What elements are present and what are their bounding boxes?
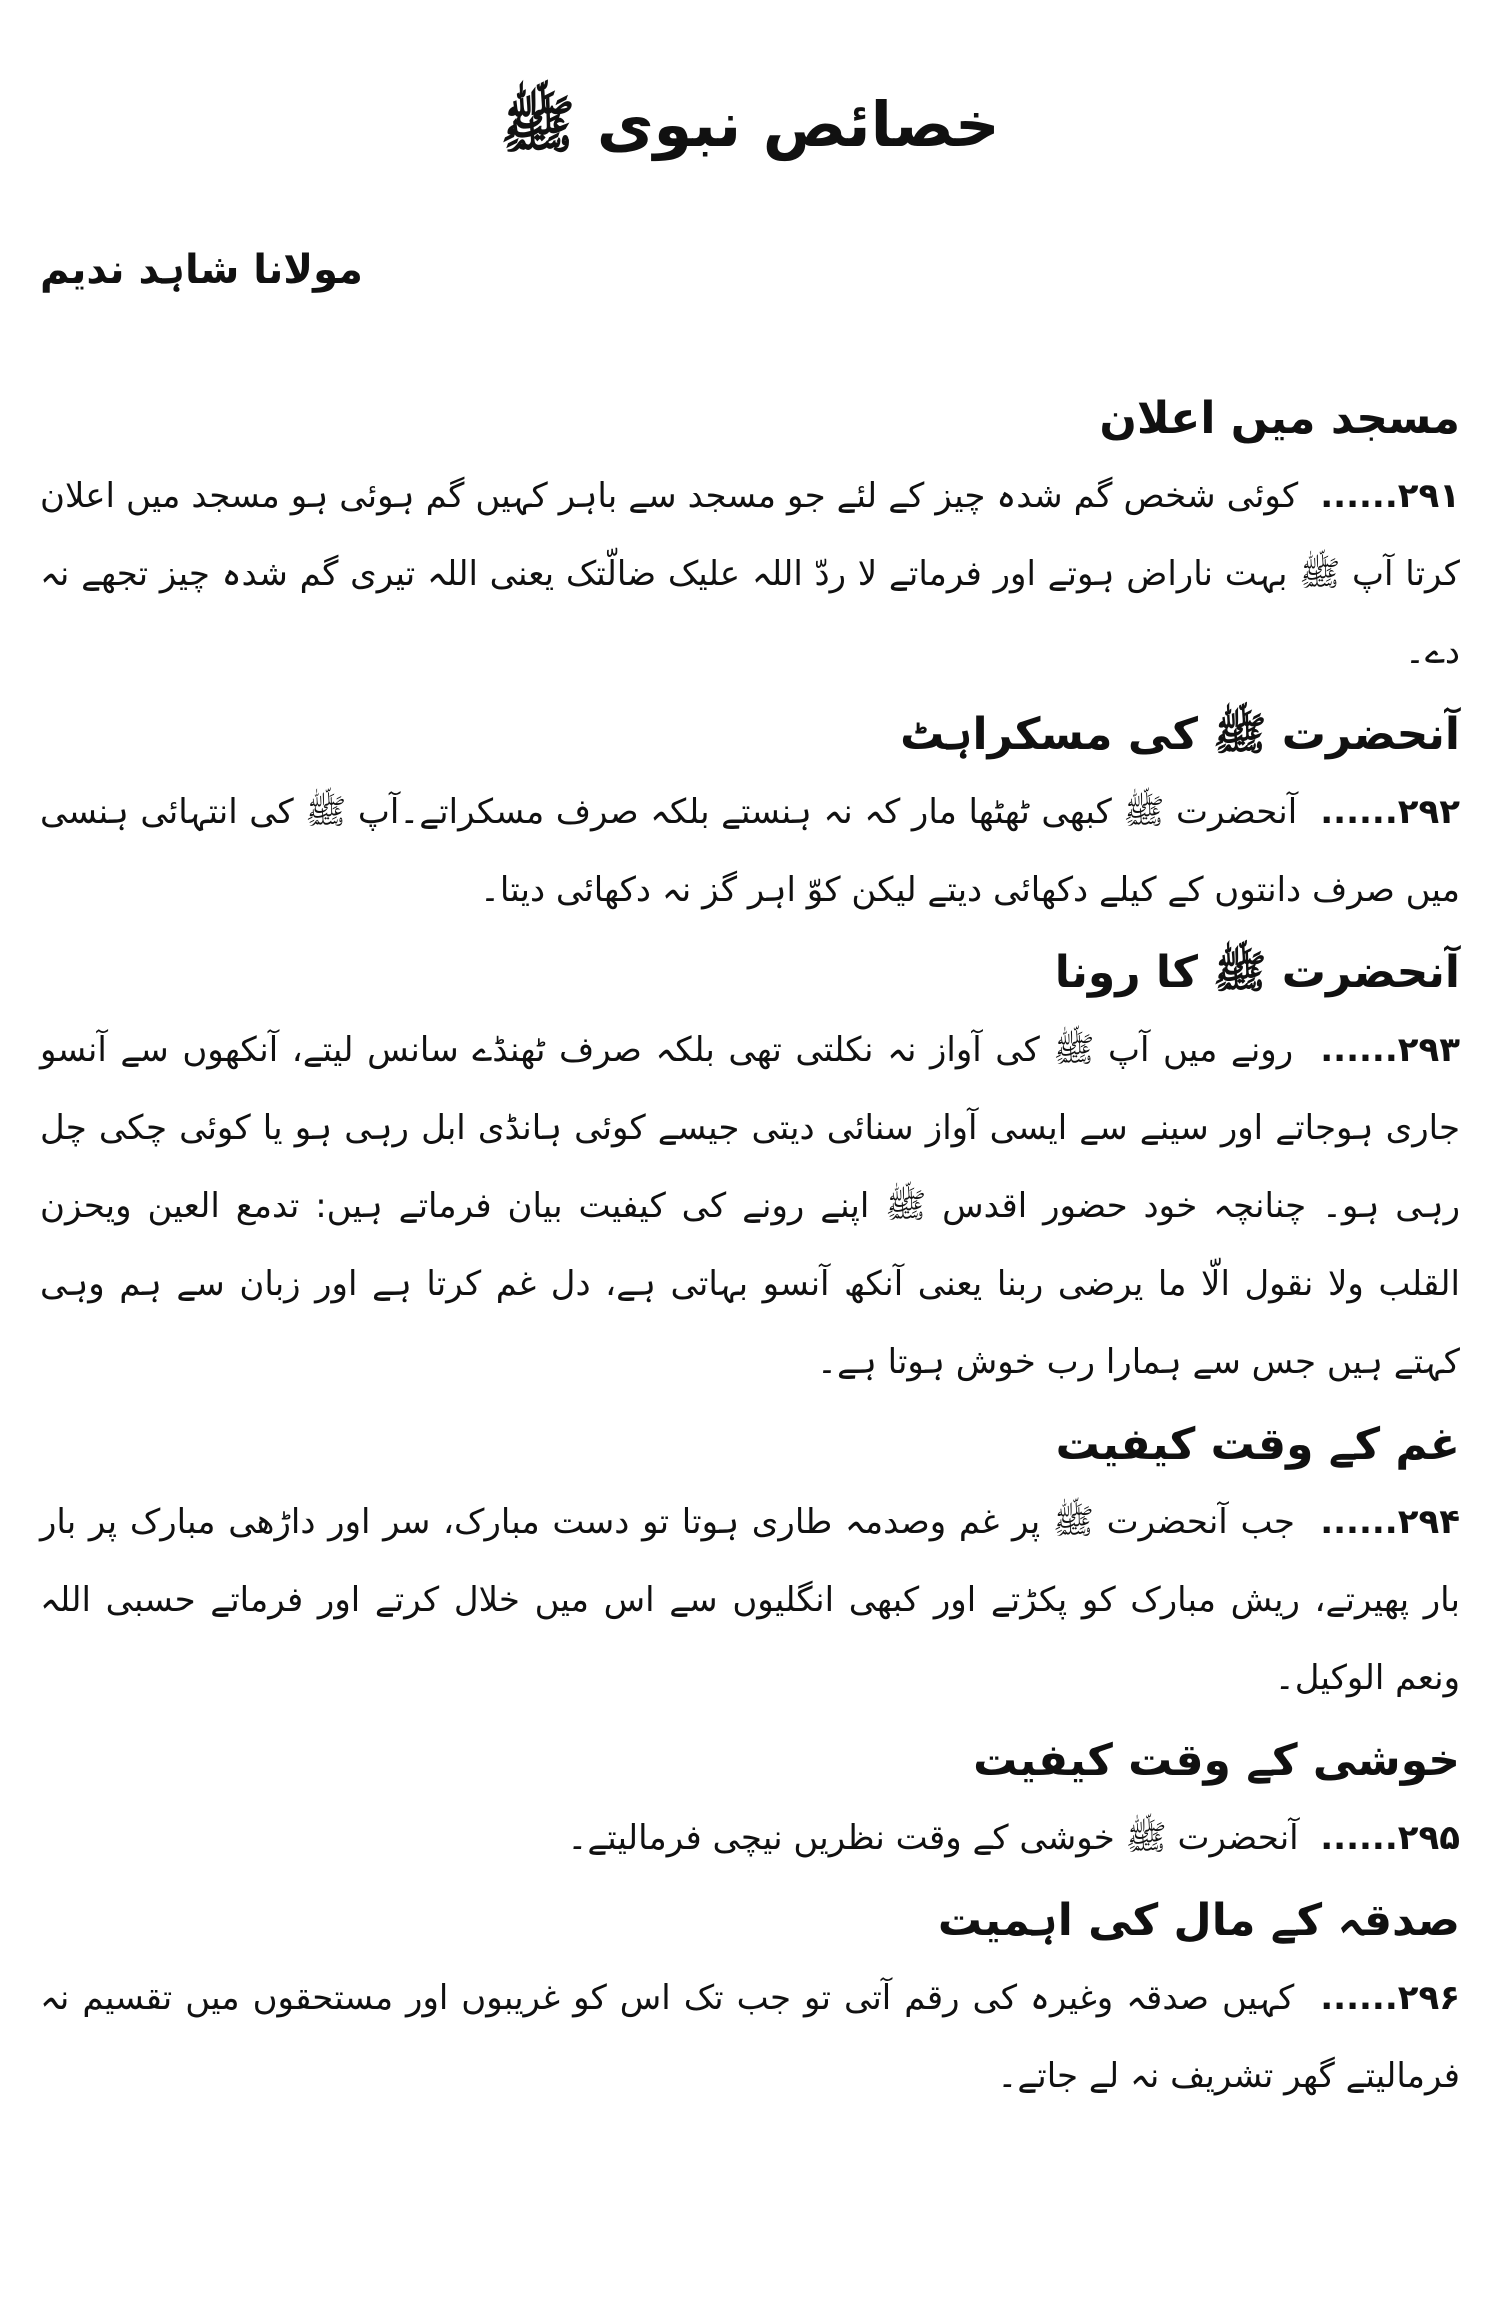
item-number: ۲۹۱...... xyxy=(1320,476,1460,516)
section-heading: غم کے وقت کیفیت xyxy=(1055,1419,1460,1470)
section-charity xyxy=(40,1885,1460,2115)
section-grief xyxy=(40,1409,1460,1717)
section-heading: آنحضرت ﷺ کی مسکراہٹ xyxy=(900,709,1460,760)
author-name-text: مولانا شاہد ندیم xyxy=(40,247,363,293)
section-heading: خوشی کے وقت کیفیت xyxy=(973,1735,1460,1786)
item-text: جب آنحضرت ﷺ پر غم وصدمہ طاری ہوتا تو دست مبارک، سر اور داڑھی مبارک پر بار بار پھیرتے، ریش مبارک کو پکڑتے اور کبھی انگلیوں سے اس میں خلال کرتے اور فرماتے حسبی اللہ ونعم الوکیل۔ xyxy=(40,1502,1460,1698)
item-text: کوئی شخص گم شدہ چیز کے لئے جو مسجد سے باہر کہیں گم ہوئی ہو مسجد میں اعلان کرتا آپ ﷺ بہت ناراض ہوتے اور فرماتے لا ردّ اللہ علیک ضالّتک یعنی اللہ تیری گم شدہ چیز تجھے نہ دے۔ xyxy=(40,476,1460,672)
section-paragraph xyxy=(40,1483,1460,1717)
section-smile xyxy=(40,699,1460,929)
section-happiness xyxy=(40,1725,1460,1877)
document-page xyxy=(40,0,1460,2300)
item-text: رونے میں آپ ﷺ کی آواز نہ نکلتی تھی بلکہ صرف ٹھنڈے سانس لیتے، آنکھوں سے آنسو جاری ہوجاتے اور سینے سے ایسی آواز سنائی دیتی جیسے کوئی ہانڈی ابل رہی ہو یا کوئی چکی چل رہی ہو۔ چنانچہ خود حضور اقدس ﷺ اپنے رونے کی کیفیت بیان فرماتے ہیں: تدمع العین ویحزن القلب ولا نقول الّا ما یرضی ربنا یعنی آنکھ آنسو بہاتی ہے، دل غم کرتا ہے اور زبان سے ہم وہی کہتے ہیں جس سے ہمارا رب خوش ہوتا ہے۔ xyxy=(40,1030,1460,1382)
section-heading: مسجد میں اعلان xyxy=(1099,393,1460,444)
item-text: کہیں صدقہ وغیرہ کی رقم آتی تو جب تک اس کو غریبوں اور مستحقوں میں تقسیم نہ فرمالیتے گھر تشریف نہ لے جاتے۔ xyxy=(40,1978,1460,2096)
section-paragraph xyxy=(40,1799,1460,1877)
content-body xyxy=(40,375,1460,2115)
section-heading: آنحضرت ﷺ کا رونا xyxy=(1054,947,1460,998)
section-paragraph xyxy=(40,1959,1460,2115)
section-weeping xyxy=(40,937,1460,1401)
section-paragraph xyxy=(40,773,1460,929)
section-heading: صدقہ کے مال کی اہمیت xyxy=(937,1895,1460,1946)
section-paragraph xyxy=(40,457,1460,691)
item-number: ۲۹۶...... xyxy=(1320,1978,1460,2018)
item-text: آنحضرت ﷺ خوشی کے وقت نظریں نیچی فرمالیتے۔ xyxy=(567,1818,1299,1858)
item-text: آنحضرت ﷺ کبھی ٹھٹھا مار کہ نہ ہنستے بلکہ صرف مسکراتے۔آپ ﷺ کی انتہائی ہنسی میں صرف دانتوں کے کیلے دکھائی دیتے لیکن کوّ اہر گز نہ دکھائی دیتا۔ xyxy=(40,792,1460,910)
section-paragraph xyxy=(40,1011,1460,1401)
author-name xyxy=(40,240,1260,300)
section-mosque-announcement xyxy=(40,383,1460,691)
item-number: ۲۹۵...... xyxy=(1320,1818,1460,1858)
item-number: ۲۹۲...... xyxy=(1320,792,1460,832)
item-number: ۲۹۴...... xyxy=(1320,1502,1460,1542)
item-number: ۲۹۳...... xyxy=(1320,1030,1460,1070)
page-title: خصائص نبوی ﷺ xyxy=(500,88,1000,161)
